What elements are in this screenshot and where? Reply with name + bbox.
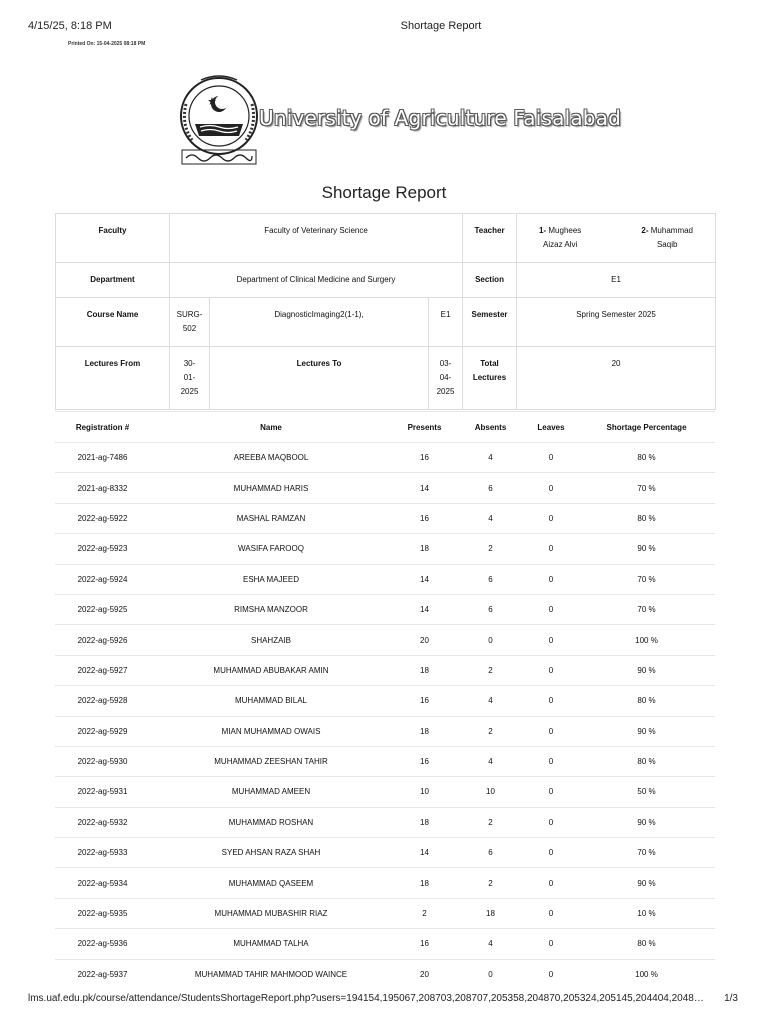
table-row	[55, 777, 715, 807]
print-datetime: 4/15/25, 8:18 PM	[28, 20, 112, 32]
presents-cell: 18	[392, 868, 457, 898]
course-code	[170, 298, 210, 347]
absents-cell: 2	[457, 655, 524, 685]
shortage-cell: 80 %	[578, 929, 715, 959]
absents-cell: 6	[457, 564, 524, 594]
lectures-to-value	[429, 347, 463, 410]
header-presents: Presents	[392, 412, 457, 443]
teacher-label: Teacher	[463, 214, 517, 263]
name-cell: MUHAMMAD ROSHAN	[150, 807, 392, 837]
teacher-value	[517, 214, 716, 263]
presents-cell: 18	[392, 807, 457, 837]
leaves-cell: 0	[524, 746, 578, 776]
registration-cell: 2022-ag-5929	[55, 716, 150, 746]
presents-cell: 20	[392, 625, 457, 655]
shortage-cell: 80 %	[578, 503, 715, 533]
leaves-cell: 0	[524, 898, 578, 928]
presents-cell: 16	[392, 929, 457, 959]
shortage-cell: 80 %	[578, 686, 715, 716]
students-shortage-table	[55, 411, 715, 989]
presents-cell: 16	[392, 686, 457, 716]
lectures-from-value	[170, 347, 210, 410]
leaves-cell: 0	[524, 807, 578, 837]
shortage-cell: 70 %	[578, 594, 715, 624]
table-row	[55, 655, 715, 685]
lectures-from-day: 30-	[183, 359, 196, 368]
absents-cell: 2	[457, 716, 524, 746]
registration-cell: 2022-ag-5925	[55, 594, 150, 624]
registration-cell: 2021-ag-8332	[55, 473, 150, 503]
leaves-cell: 0	[524, 655, 578, 685]
shortage-cell: 90 %	[578, 655, 715, 685]
section-value: E1	[517, 263, 716, 298]
table-row	[55, 898, 715, 928]
university-seal-logo	[178, 74, 260, 168]
leaves-cell: 0	[524, 625, 578, 655]
course-info-table	[55, 213, 716, 410]
course-code-part-1: SURG-	[176, 310, 203, 319]
presents-cell: 18	[392, 655, 457, 685]
shortage-cell: 90 %	[578, 534, 715, 564]
teacher-1-first: Mughees	[548, 226, 582, 235]
presents-cell: 18	[392, 534, 457, 564]
absents-cell: 6	[457, 473, 524, 503]
leaves-cell: 0	[524, 503, 578, 533]
absents-cell: 2	[457, 534, 524, 564]
presents-cell: 14	[392, 594, 457, 624]
leaves-cell: 0	[524, 594, 578, 624]
name-cell: MUHAMMAD BILAL	[150, 686, 392, 716]
lectures-from-year: 2025	[180, 387, 199, 396]
name-cell: MUHAMMAD MUBASHIR RIAZ	[150, 898, 392, 928]
footer-url: lms.uaf.edu.pk/course/attendance/StudentsShortageReport.php?users=194154,195067,208703,208707,205358,204870,205324,205145,204404,2048…	[28, 993, 704, 1004]
total-lectures-value: 20	[517, 347, 716, 410]
name-cell: RIMSHA MANZOOR	[150, 594, 392, 624]
name-cell: AREEBA MAQBOOL	[150, 443, 392, 473]
course-name-label: Course Name	[56, 298, 170, 347]
registration-cell: 2022-ag-5933	[55, 838, 150, 868]
header-registration: Registration #	[55, 412, 150, 443]
semester-value: Spring Semester 2025	[517, 298, 716, 347]
leaves-cell: 0	[524, 929, 578, 959]
absents-cell: 0	[457, 959, 524, 989]
table-row	[55, 564, 715, 594]
presents-cell: 10	[392, 777, 457, 807]
shortage-cell: 100 %	[578, 625, 715, 655]
presents-cell: 14	[392, 473, 457, 503]
table-row	[55, 594, 715, 624]
leaves-cell: 0	[524, 443, 578, 473]
table-row	[55, 534, 715, 564]
absents-cell: 18	[457, 898, 524, 928]
course-code-part-2: 502	[182, 324, 197, 333]
table-header-row	[55, 412, 715, 443]
absents-cell: 10	[457, 777, 524, 807]
table-row	[55, 473, 715, 503]
registration-cell: 2022-ag-5931	[55, 777, 150, 807]
name-cell: MUHAMMAD TALHA	[150, 929, 392, 959]
faculty-value: Faculty of Veterinary Science	[170, 214, 463, 263]
registration-cell: 2022-ag-5937	[55, 959, 150, 989]
presents-cell: 18	[392, 716, 457, 746]
shortage-cell: 70 %	[578, 838, 715, 868]
header-name: Name	[150, 412, 392, 443]
presents-cell: 20	[392, 959, 457, 989]
section-label: Section	[463, 263, 517, 298]
semester-label: Semester	[463, 298, 517, 347]
registration-cell: 2022-ag-5923	[55, 534, 150, 564]
leaves-cell: 0	[524, 959, 578, 989]
absents-cell: 2	[457, 807, 524, 837]
name-cell: MUHAMMAD HARIS	[150, 473, 392, 503]
total-lectures-label	[463, 347, 517, 410]
presents-cell: 16	[392, 503, 457, 533]
absents-cell: 2	[457, 868, 524, 898]
absents-cell: 4	[457, 686, 524, 716]
lectures-to-label: Lectures To	[210, 347, 429, 410]
shortage-cell: 80 %	[578, 746, 715, 776]
lectures-to-day: 03-	[439, 359, 452, 368]
name-cell: SHAHZAIB	[150, 625, 392, 655]
shortage-cell: 90 %	[578, 807, 715, 837]
table-row	[55, 503, 715, 533]
leaves-cell: 0	[524, 777, 578, 807]
department-label: Department	[56, 263, 170, 298]
lectures-to-year: 2025	[436, 387, 455, 396]
absents-cell: 6	[457, 838, 524, 868]
registration-cell: 2022-ag-5926	[55, 625, 150, 655]
table-row	[55, 959, 715, 989]
teacher-1	[539, 224, 581, 252]
name-cell: MUHAMMAD TAHIR MAHMOOD WAINCE	[150, 959, 392, 989]
teacher-2-last: Saqib	[656, 240, 678, 249]
table-row	[55, 807, 715, 837]
leaves-cell: 0	[524, 686, 578, 716]
teacher-2-number: 2-	[641, 226, 649, 235]
registration-cell: 2022-ag-5927	[55, 655, 150, 685]
teacher-2-first: Muhammad	[650, 226, 694, 235]
name-cell: MASHAL RAMZAN	[150, 503, 392, 533]
name-cell: MUHAMMAD AMEEN	[150, 777, 392, 807]
course-section: E1	[429, 298, 463, 347]
leaves-cell: 0	[524, 838, 578, 868]
table-row	[55, 838, 715, 868]
shortage-cell: 100 %	[578, 959, 715, 989]
printed-on: Printed On: 15-04-2025 08:18 PM	[68, 41, 146, 47]
registration-cell: 2022-ag-5936	[55, 929, 150, 959]
absents-cell: 4	[457, 929, 524, 959]
teacher-2	[641, 224, 693, 252]
report-title: Shortage Report	[321, 183, 447, 202]
table-row	[55, 686, 715, 716]
name-cell: SYED AHSAN RAZA SHAH	[150, 838, 392, 868]
leaves-cell: 0	[524, 534, 578, 564]
name-cell: WASIFA FAROOQ	[150, 534, 392, 564]
leaves-cell: 0	[524, 473, 578, 503]
registration-cell: 2022-ag-5924	[55, 564, 150, 594]
teacher-1-last: Aizaz Alvi	[543, 240, 578, 249]
presents-cell: 16	[392, 443, 457, 473]
name-cell: ESHA MAJEED	[150, 564, 392, 594]
absents-cell: 4	[457, 746, 524, 776]
faculty-label: Faculty	[56, 214, 170, 263]
header-absents: Absents	[457, 412, 524, 443]
registration-cell: 2022-ag-5934	[55, 868, 150, 898]
shortage-cell: 10 %	[578, 898, 715, 928]
name-cell: MUHAMMAD ZEESHAN TAHIR	[150, 746, 392, 776]
registration-cell: 2022-ag-5930	[55, 746, 150, 776]
presents-cell: 14	[392, 564, 457, 594]
registration-cell: 2022-ag-5935	[55, 898, 150, 928]
shortage-cell: 70 %	[578, 564, 715, 594]
name-cell: MIAN MUHAMMAD OWAIS	[150, 716, 392, 746]
name-cell: MUHAMMAD QASEEM	[150, 868, 392, 898]
table-row	[55, 443, 715, 473]
registration-cell: 2021-ag-7486	[55, 443, 150, 473]
absents-cell: 0	[457, 625, 524, 655]
lectures-from-month: 01-	[183, 373, 196, 382]
table-row	[55, 625, 715, 655]
shortage-cell: 50 %	[578, 777, 715, 807]
absents-cell: 4	[457, 443, 524, 473]
header-shortage-percentage: Shortage Percentage	[578, 412, 715, 443]
name-cell: MUHAMMAD ABUBAKAR AMIN	[150, 655, 392, 685]
leaves-cell: 0	[524, 564, 578, 594]
university-name: University of Agriculture Faisalabad	[259, 106, 622, 130]
absents-cell: 4	[457, 503, 524, 533]
leaves-cell: 0	[524, 716, 578, 746]
header-leaves: Leaves	[524, 412, 578, 443]
total-lectures-label-line2: Lectures	[472, 373, 507, 382]
leaves-cell: 0	[524, 868, 578, 898]
department-value: Department of Clinical Medicine and Surgery	[170, 263, 463, 298]
print-page-title: Shortage Report	[400, 20, 482, 32]
presents-cell: 16	[392, 746, 457, 776]
footer-page-number: 1/3	[724, 993, 738, 1004]
lectures-to-month: 04-	[439, 373, 452, 382]
registration-cell: 2022-ag-5932	[55, 807, 150, 837]
course-name-value: DiagnosticImaging2(1-1),	[210, 298, 429, 347]
presents-cell: 14	[392, 838, 457, 868]
total-lectures-label-line1: Total	[480, 359, 499, 368]
shortage-cell: 90 %	[578, 716, 715, 746]
table-row	[55, 746, 715, 776]
presents-cell: 2	[392, 898, 457, 928]
absents-cell: 6	[457, 594, 524, 624]
shortage-cell: 70 %	[578, 473, 715, 503]
table-row	[55, 929, 715, 959]
shortage-cell: 90 %	[578, 868, 715, 898]
registration-cell: 2022-ag-5922	[55, 503, 150, 533]
shortage-cell: 80 %	[578, 443, 715, 473]
teacher-1-number: 1-	[539, 226, 547, 235]
lectures-from-label: Lectures From	[56, 347, 170, 410]
table-row	[55, 716, 715, 746]
registration-cell: 2022-ag-5928	[55, 686, 150, 716]
table-row	[55, 868, 715, 898]
